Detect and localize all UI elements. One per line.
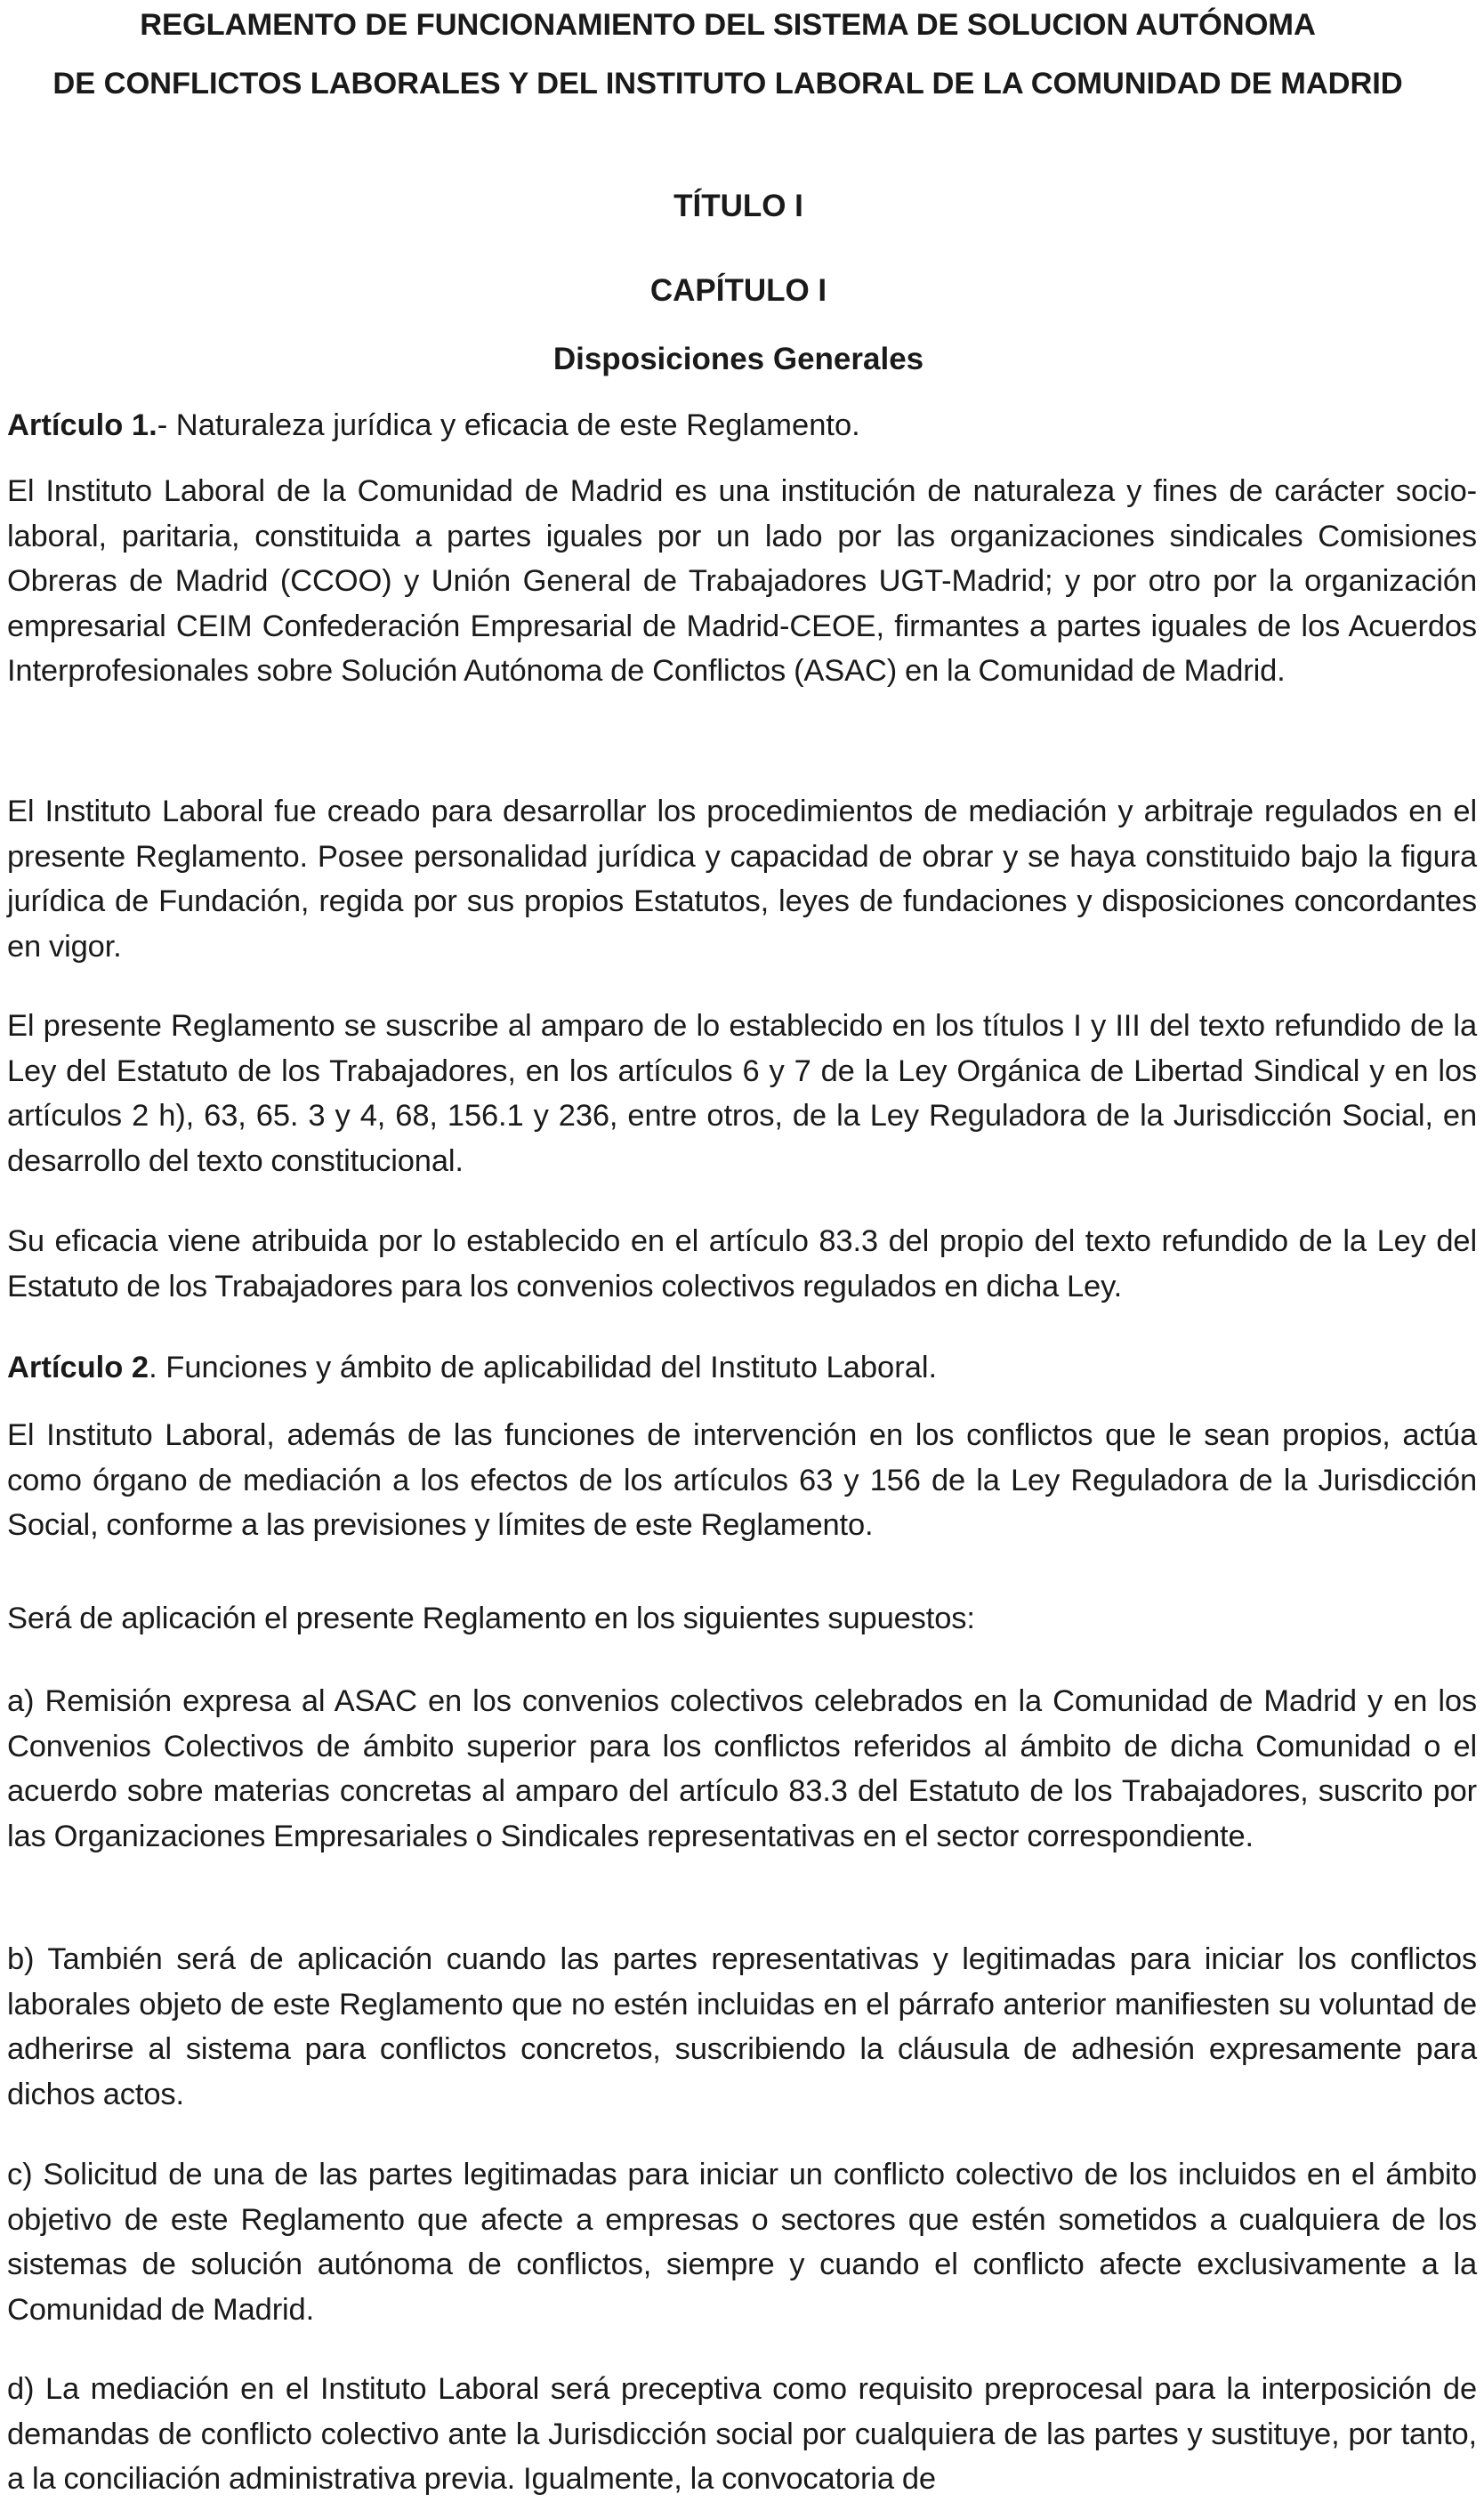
article-1-paragraph: El Instituto Laboral de la Comunidad de Madrid es una institución de naturaleza y fines de carácter socio-laboral, paritaria, constituida a partes iguales por un lado por las organizaciones sindicales Comisiones Obreras de Madrid (CCOO) y Unión General de Trabajadores UGT-Madrid; y por otro por la organización empresarial CEIM Confederación Empresarial de Madrid-CEOE, firmantes a partes iguales de los Acuerdos Interprofesionales sobre Solución Autónoma de Conflictos (ASAC) en la Comunidad de Madrid. [7, 474, 1477, 688]
section-heading: Disposiciones Generales [552, 342, 924, 376]
capitulo-heading: CAPÍTULO I [649, 273, 827, 308]
article-2-paragraph: Será de aplicación el presente Reglamento en los siguientes supuestos: [7, 1602, 975, 1635]
document-title-line-1: REGLAMENTO DE FUNCIONAMIENTO DEL SISTEMA DE SOLUCION AUTÓNOMA [140, 8, 1316, 42]
article-1-title: - Naturaleza jurídica y eficacia de este Reglamento. [157, 408, 860, 442]
article-1-heading [7, 408, 860, 443]
article-1-label: Artículo 1. [7, 408, 157, 442]
document-title-line-2: DE CONFLICTOS LABORALES Y DEL INSTITUTO LABORAL DE LA COMUNIDAD DE MADRID [52, 67, 1403, 101]
article-2-list-item-c: c) Solicitud de una de las partes legitimadas para iniciar un conflicto colectivo de los incluidos en el ámbito objetivo de este Reglamento que afecte a empresas o sectores que estén sometidos a cualquiera de los sistemas de solución autónoma de conflictos, siempre y cuando el conflicto afecte exclusivamente a la Comunidad de Madrid. [7, 2158, 1477, 2327]
article-2-title: . Funciones y ámbito de aplicabilidad del Instituto Laboral. [149, 1351, 938, 1384]
article-2-list-item-a: a) Remisión expresa al ASAC en los convenios colectivos celebrados en la Comunidad de Madrid y en los Convenios Colectivos de ámbito superior para los conflictos referidos al ámbito de dicha Comunidad o el acuerdo sobre materias concretas al amparo del artículo 83.3 del Estatuto de los Trabajadores, suscrito por las Organizaciones Empresariales o Sindicales representativas en el sector correspondiente. [7, 1684, 1477, 1853]
article-2-label: Artículo 2 [7, 1351, 149, 1384]
article-2-heading [7, 1350, 937, 1385]
article-2-list-item-d: d) La mediación en el Instituto Laboral será preceptiva como requisito preprocesal para la interposición de demandas de conflicto colectivo ante la Jurisdicción social por cualquiera de las partes y sustituye, por tanto, a la conciliación administrativa previa. Igualmente, la convocatoria de [7, 2372, 1477, 2496]
article-1-paragraph: Su eficacia viene atribuida por lo establecido en el artículo 83.3 del propio del texto refundido de la Ley del Estatuto de los Trabajadores para los convenios colectivos regulados en dicha Ley. [7, 1224, 1477, 1303]
article-1-paragraph: El Instituto Laboral fue creado para desarrollar los procedimientos de mediación y arbitraje regulados en el presente Reglamento. Posee personalidad jurídica y capacidad de obrar y se haya constituido bajo la figura jurídica de Fundación, regida por sus propios Estatutos, leyes de fundaciones y disposiciones concordantes en vigor. [7, 795, 1477, 964]
article-1-paragraph: El presente Reglamento se suscribe al amparo de lo establecido en los títulos I y III del texto refundido de la Ley del Estatuto de los Trabajadores, en los artículos 6 y 7 de la Ley Orgánica de Libertad Sindical y en los artículos 2 h), 63, 65. 3 y 4, 68, 156.1 y 236, entre otros, de la Ley Reguladora de la Jurisdicción Social, en desarrollo del texto constitucional. [7, 1009, 1477, 1178]
article-2-list-item-b: b) También será de aplicación cuando las partes representativas y legitimadas para iniciar los conflictos laborales objeto de este Reglamento que no estén incluidas en el párrafo anterior manifiesten su voluntad de adherirse al sistema para conflictos concretos, suscribiendo la cláusula de adhesión expresamente para dichos actos. [7, 1942, 1477, 2111]
article-2-paragraph: El Instituto Laboral, además de las funciones de intervención en los conflictos que le sean propios, actúa como órgano de mediación a los efectos de los artículos 63 y 156 de la Ley Reguladora de la Jurisdicción Social, conforme a las previsiones y límites de este Reglamento. [7, 1418, 1477, 1542]
titulo-heading: TÍTULO I [673, 189, 803, 223]
